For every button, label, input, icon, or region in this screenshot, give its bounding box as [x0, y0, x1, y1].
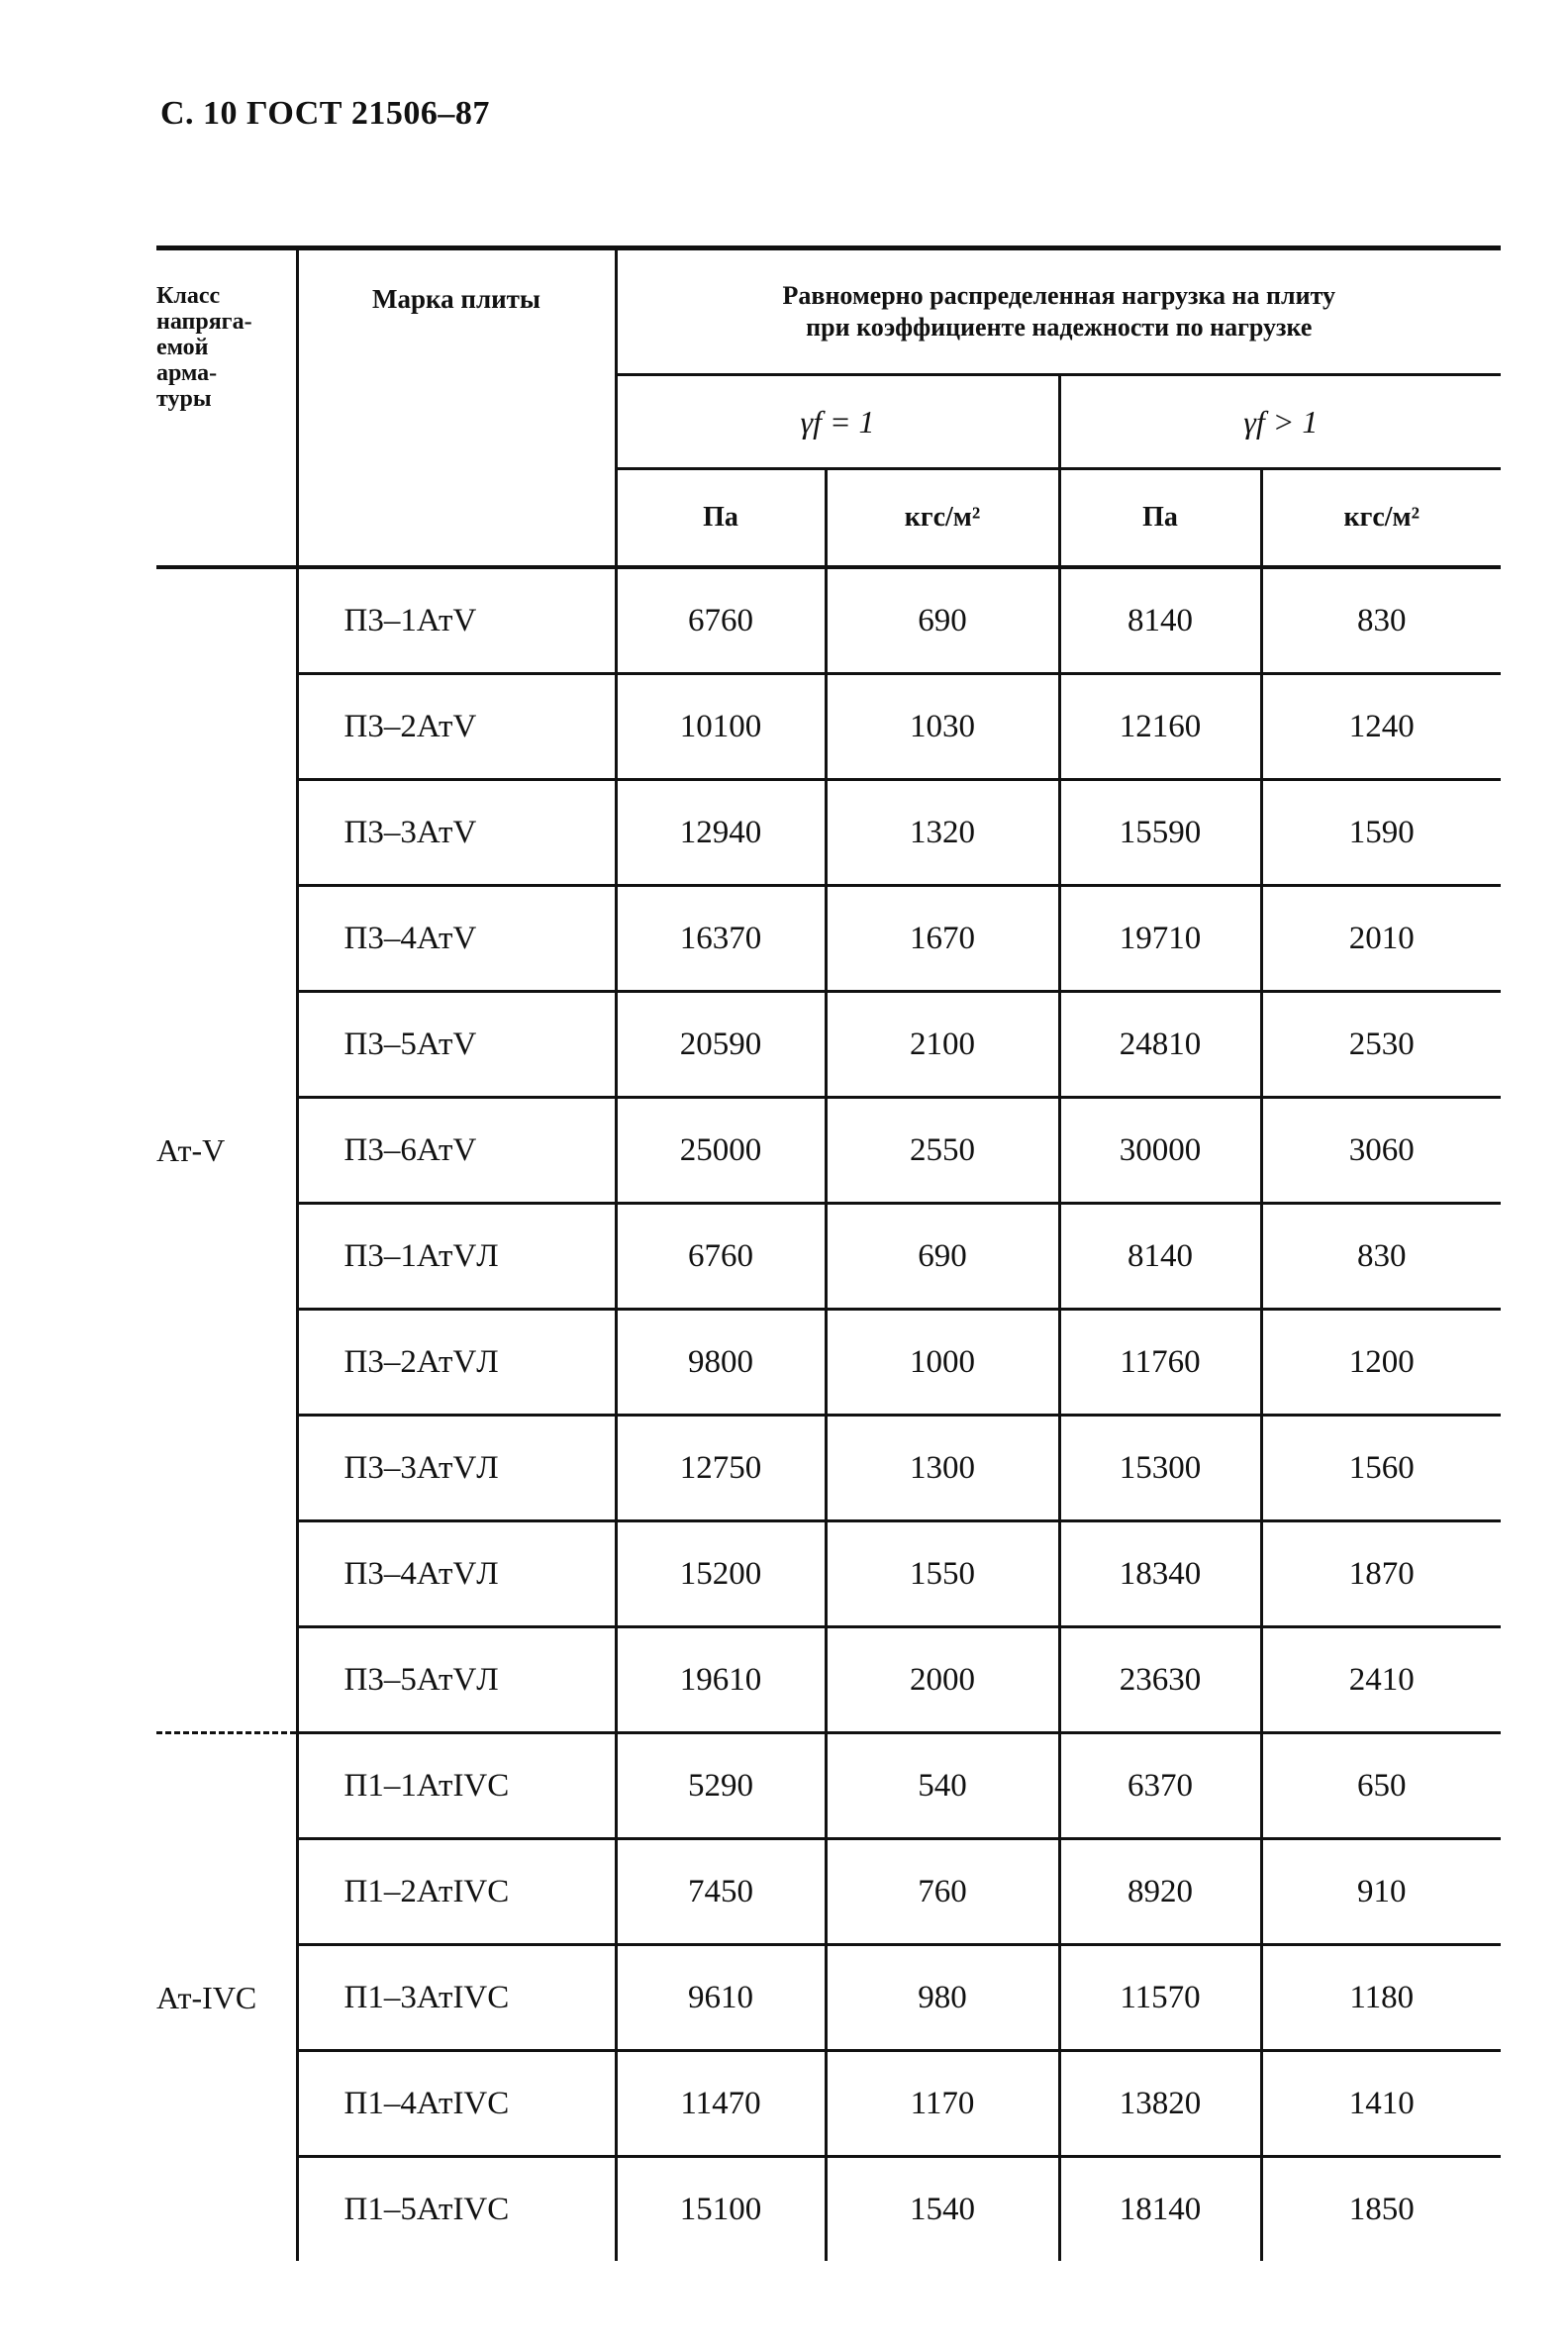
- load-pa-gamma-gt1-cell: 30000: [1059, 1098, 1261, 1204]
- load-pa-gamma1-cell: 7450: [616, 1839, 826, 1945]
- slab-mark-cell: П3–5АтV: [297, 992, 616, 1098]
- header-load-line: Равномерно распределенная нагрузка на плиту: [782, 280, 1336, 310]
- slab-mark-cell: П1–3АтIVC: [297, 1945, 616, 2051]
- reinforcement-class-cell: Ат-V: [156, 567, 297, 1733]
- table-row: [156, 1521, 1501, 1627]
- table-row: [156, 674, 1501, 780]
- slab-mark-cell: П3–4АтVЛ: [297, 1521, 616, 1627]
- header-uniform-load: [616, 248, 1501, 375]
- load-kgf-gamma1-cell: 760: [826, 1839, 1059, 1945]
- load-kgf-gamma1-cell: 690: [826, 1204, 1059, 1310]
- load-pa-gamma-gt1-cell: 12160: [1059, 674, 1261, 780]
- load-kgf-gamma1-cell: 1300: [826, 1416, 1059, 1521]
- load-kgf-gamma-gt1-cell: 1410: [1261, 2051, 1501, 2157]
- load-kgf-gamma-gt1-cell: 3060: [1261, 1098, 1501, 1204]
- table-row: [156, 886, 1501, 992]
- table-row: [156, 2157, 1501, 2262]
- load-pa-gamma1-cell: 15100: [616, 2157, 826, 2262]
- load-pa-gamma1-cell: 10100: [616, 674, 826, 780]
- header-reinforcement-class: [156, 248, 297, 568]
- slab-mark-cell: П1–2АтIVC: [297, 1839, 616, 1945]
- table-row: [156, 1839, 1501, 1945]
- load-kgf-gamma1-cell: 2000: [826, 1627, 1059, 1733]
- slab-mark-cell: П3–2АтV: [297, 674, 616, 780]
- slab-mark-cell: П3–1АтV: [297, 567, 616, 674]
- slab-mark-cell: П3–4АтV: [297, 886, 616, 992]
- load-kgf-gamma-gt1-cell: 1240: [1261, 674, 1501, 780]
- load-pa-gamma-gt1-cell: 15590: [1059, 780, 1261, 886]
- load-pa-gamma-gt1-cell: 15300: [1059, 1416, 1261, 1521]
- load-table: [156, 245, 1501, 2261]
- slab-mark-cell: П3–3АтV: [297, 780, 616, 886]
- table-row: [156, 1733, 1501, 1839]
- load-kgf-gamma-gt1-cell: 1200: [1261, 1310, 1501, 1416]
- header-unit-kgf-1: кгс/м²: [826, 469, 1059, 568]
- load-pa-gamma1-cell: 9800: [616, 1310, 826, 1416]
- load-pa-gamma-gt1-cell: 23630: [1059, 1627, 1261, 1733]
- table-row: [156, 1627, 1501, 1733]
- load-pa-gamma1-cell: 9610: [616, 1945, 826, 2051]
- slab-mark-cell: П3–6АтV: [297, 1098, 616, 1204]
- table-row: [156, 2051, 1501, 2157]
- load-kgf-gamma-gt1-cell: 650: [1261, 1733, 1501, 1839]
- load-kgf-gamma1-cell: 1030: [826, 674, 1059, 780]
- load-kgf-gamma1-cell: 540: [826, 1733, 1059, 1839]
- load-pa-gamma-gt1-cell: 8140: [1059, 1204, 1261, 1310]
- table-row: [156, 1204, 1501, 1310]
- load-kgf-gamma-gt1-cell: 1590: [1261, 780, 1501, 886]
- load-pa-gamma-gt1-cell: 8140: [1059, 567, 1261, 674]
- load-kgf-gamma-gt1-cell: 830: [1261, 567, 1501, 674]
- load-pa-gamma1-cell: 12750: [616, 1416, 826, 1521]
- load-kgf-gamma-gt1-cell: 830: [1261, 1204, 1501, 1310]
- load-kgf-gamma-gt1-cell: 2410: [1261, 1627, 1501, 1733]
- load-pa-gamma1-cell: 6760: [616, 567, 826, 674]
- load-kgf-gamma1-cell: 2100: [826, 992, 1059, 1098]
- header-unit-kgf-2: кгс/м²: [1261, 469, 1501, 568]
- slab-mark-cell: П3–3АтVЛ: [297, 1416, 616, 1521]
- load-pa-gamma-gt1-cell: 18340: [1059, 1521, 1261, 1627]
- load-pa-gamma-gt1-cell: 8920: [1059, 1839, 1261, 1945]
- load-pa-gamma-gt1-cell: 6370: [1059, 1733, 1261, 1839]
- load-pa-gamma-gt1-cell: 19710: [1059, 886, 1261, 992]
- load-pa-gamma-gt1-cell: 24810: [1059, 992, 1261, 1098]
- load-pa-gamma1-cell: 15200: [616, 1521, 826, 1627]
- load-kgf-gamma1-cell: 690: [826, 567, 1059, 674]
- header-unit-pa-2: Па: [1059, 469, 1261, 568]
- load-kgf-gamma1-cell: 1170: [826, 2051, 1059, 2157]
- header-class-line: Класс: [156, 283, 221, 309]
- page-header: С. 10 ГОСТ 21506–87: [160, 95, 490, 132]
- load-kgf-gamma1-cell: 1540: [826, 2157, 1059, 2262]
- header-gamma-greater-1: γf > 1: [1059, 375, 1501, 469]
- load-pa-gamma1-cell: 20590: [616, 992, 826, 1098]
- table-row: [156, 780, 1501, 886]
- slab-mark-cell: П3–1АтVЛ: [297, 1204, 616, 1310]
- load-kgf-gamma1-cell: 1670: [826, 886, 1059, 992]
- table-row: [156, 1098, 1501, 1204]
- slab-mark-cell: П1–5АтIVC: [297, 2157, 616, 2262]
- load-kgf-gamma1-cell: 1000: [826, 1310, 1059, 1416]
- load-pa-gamma1-cell: 16370: [616, 886, 826, 992]
- load-pa-gamma1-cell: 19610: [616, 1627, 826, 1733]
- load-kgf-gamma1-cell: 1550: [826, 1521, 1059, 1627]
- load-kgf-gamma1-cell: 2550: [826, 1098, 1059, 1204]
- header-class-line: арма-: [156, 359, 218, 386]
- header-slab-mark: Марка плиты: [297, 248, 616, 568]
- reinforcement-class-cell: Ат-IVC: [156, 1733, 297, 2262]
- load-kgf-gamma1-cell: 980: [826, 1945, 1059, 2051]
- load-kgf-gamma1-cell: 1320: [826, 780, 1059, 886]
- header-load-line: при коэффициенте надежности по нагрузке: [806, 313, 1313, 342]
- table-row: [156, 567, 1501, 674]
- slab-mark-cell: П1–1АтIVC: [297, 1733, 616, 1839]
- load-pa-gamma-gt1-cell: 13820: [1059, 2051, 1261, 2157]
- header-unit-pa-1: Па: [616, 469, 826, 568]
- load-kgf-gamma-gt1-cell: 910: [1261, 1839, 1501, 1945]
- load-pa-gamma1-cell: 25000: [616, 1098, 826, 1204]
- load-kgf-gamma-gt1-cell: 2010: [1261, 886, 1501, 992]
- table-row: [156, 1416, 1501, 1521]
- table-row: [156, 1945, 1501, 2051]
- load-pa-gamma-gt1-cell: 11760: [1059, 1310, 1261, 1416]
- header-gamma-equal-1: γf = 1: [616, 375, 1059, 469]
- header-class-line: напряга-: [156, 308, 252, 335]
- slab-mark-cell: П3–2АтVЛ: [297, 1310, 616, 1416]
- load-kgf-gamma-gt1-cell: 1180: [1261, 1945, 1501, 2051]
- header-class-line: туры: [156, 385, 212, 412]
- load-kgf-gamma-gt1-cell: 1870: [1261, 1521, 1501, 1627]
- load-pa-gamma1-cell: 12940: [616, 780, 826, 886]
- load-kgf-gamma-gt1-cell: 1850: [1348, 2191, 1415, 2227]
- load-kgf-gamma-gt1-cell: 1560: [1261, 1416, 1501, 1521]
- load-pa-gamma1-cell: 6760: [616, 1204, 826, 1310]
- table-row: [156, 992, 1501, 1098]
- slab-mark-cell: П1–4АтIVC: [297, 2051, 616, 2157]
- load-pa-gamma-gt1-cell: 18140: [1059, 2157, 1261, 2262]
- load-pa-gamma-gt1-cell: 11570: [1059, 1945, 1261, 2051]
- load-pa-gamma1-cell: 11470: [616, 2051, 826, 2157]
- slab-mark-cell: П3–5АтVЛ: [297, 1627, 616, 1733]
- header-class-line: емой: [156, 334, 209, 360]
- table-row: [156, 1310, 1501, 1416]
- load-pa-gamma1-cell: 5290: [616, 1733, 826, 1839]
- load-kgf-gamma-gt1-cell: 2530: [1261, 992, 1501, 1098]
